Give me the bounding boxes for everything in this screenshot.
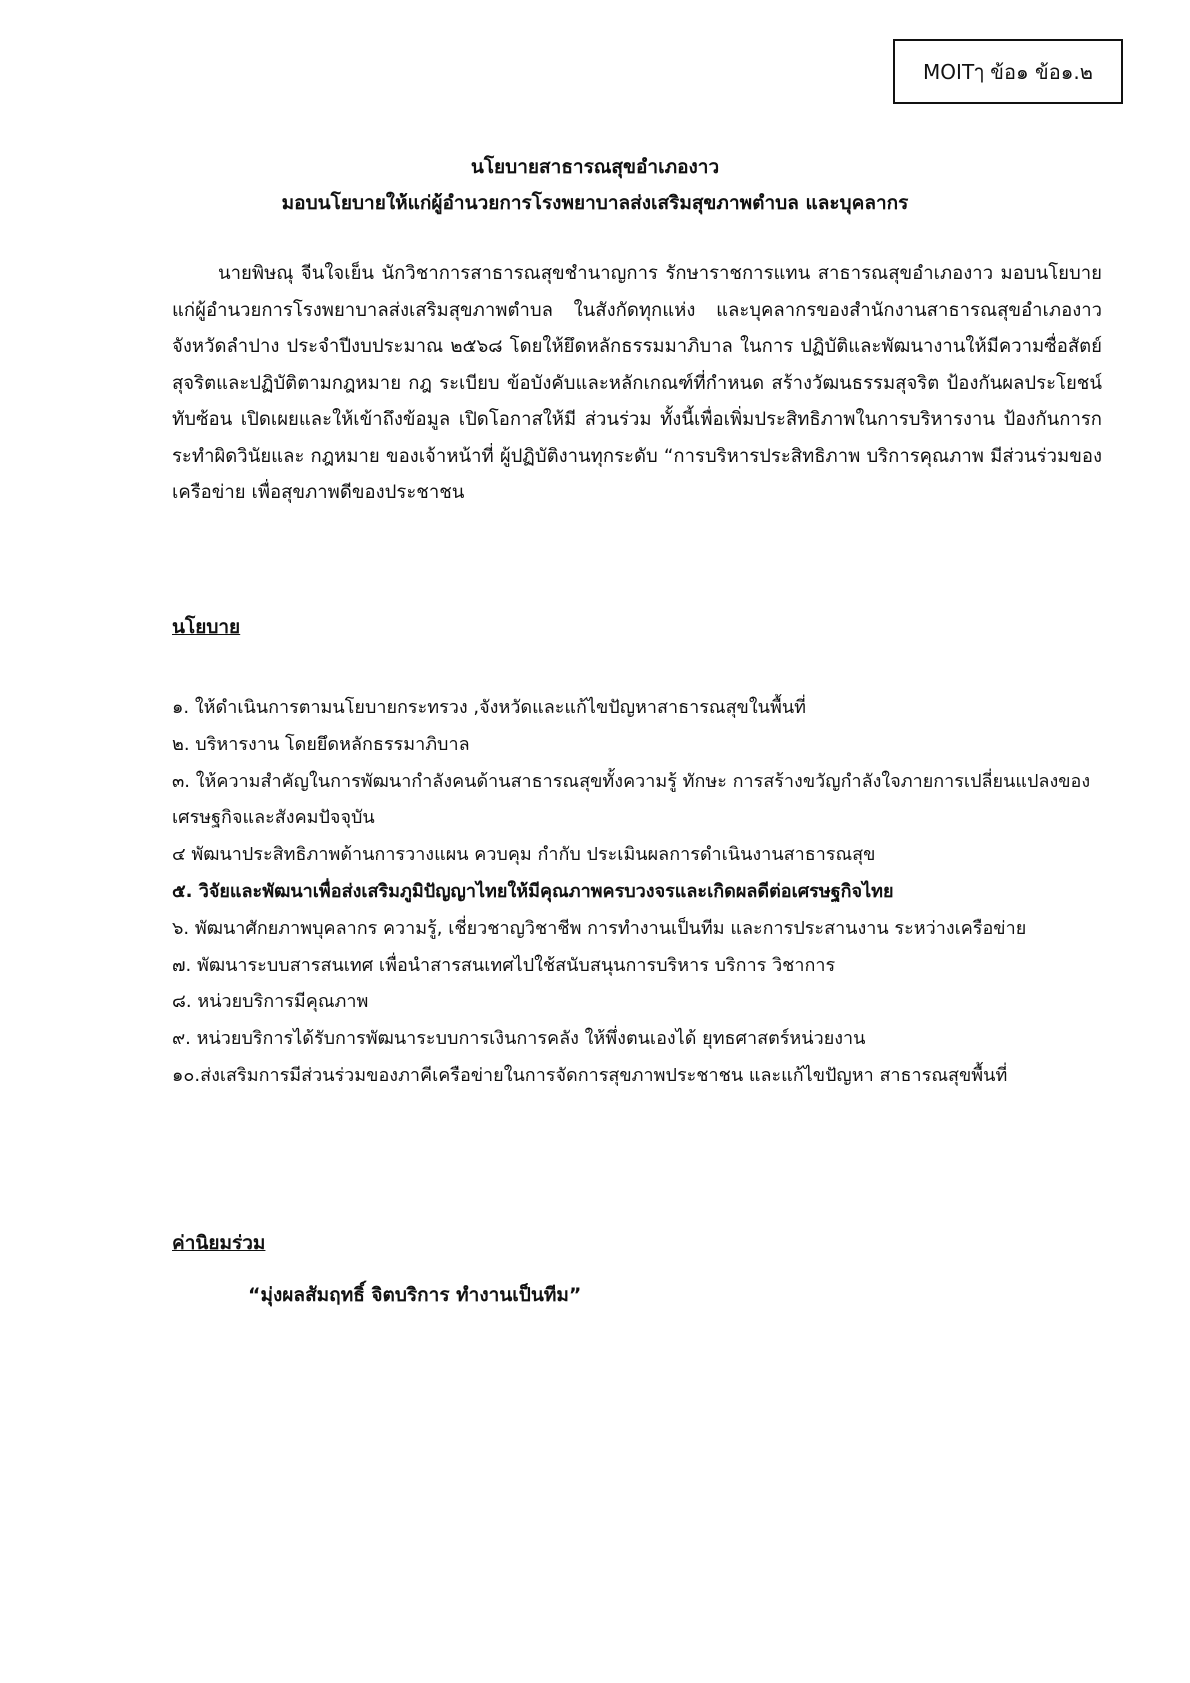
- title-line-2: มอบนโยบายให้แก่ผู้อำนวยการโรงพยาบาลส่งเสริมสุขภาพตำบล และบุคลากร: [281, 192, 909, 214]
- policy-item-2: ๒. บริหารงาน โดยยึดหลักธรรมาภิบาล: [172, 733, 470, 755]
- values-quote: “มุ่งผลสัมฤทธิ์ จิตบริการ ทำงานเป็นทีม”: [248, 1284, 582, 1306]
- policy-item-1: ๑. ให้ดำเนินการตามนโยบายกระทรวง ,จังหวัดและแก้ไขปัญหาสาธารณสุขในพื้นที่: [172, 697, 806, 718]
- policy-item-9: ๙. หน่วยบริการได้รับการพัฒนาระบบการเงินการคลัง ให้พึ่งตนเองได้ ยุทธศาสตร์หน่วยงาน: [172, 1028, 866, 1050]
- policy-item-8: ๘. หน่วยบริการมีคุณภาพ: [172, 991, 369, 1013]
- reference-box: [893, 39, 1123, 104]
- policy-item-10: ๑๐.ส่งเสริมการมีส่วนร่วมของภาคีเครือข่ายในการจัดการสุขภาพประชาชน และแก้ไขปัญหา สาธารณสุขพื้นที่: [172, 1064, 1008, 1086]
- policy-list: [172, 690, 1102, 1095]
- values-heading: ค่านิยมร่วม: [172, 1232, 266, 1254]
- policy-item-3: ๓. ให้ความสำคัญในการพัฒนากำลังคนด้านสาธารณสุขทั้งความรู้ ทักษะ การสร้างขวัญกำลังใจภายการเปลี่ยนแปลงของเศรษฐกิจและสังคมปัจจุบัน: [172, 770, 1091, 829]
- intro-paragraph: นายพิษณุ จีนใจเย็น นักวิชาการสาธารณสุขชำนาญการ รักษาราชการแทน สาธารณสุขอำเภองาว มอบนโยบายแก่ผู้อำนวยการโรงพยาบาลส่งเสริมสุขภาพตำบล ในสังกัดทุกแห่ง และบุคลากรของสำนักงานสาธารณสุขอำเภองาว จังหวัดลำปาง ประจำปีงบประมาณ ๒๕๖๘ โดยให้ยึดหลักธรรมมาภิบาล ในการ ปฏิบัติและพัฒนางานให้มีความซื่อสัตย์ สุจริตและปฏิบัติตามกฎหมาย กฎ ระเบียบ ข้อบังคับและหลักเกณฑ์ที่กำหนด สร้างวัฒนธรรมสุจริต ป้องกันผลประโยชน์ทับซ้อน เปิดเผยและให้เข้าถึงข้อมูล เปิดโอกาสให้มี ส่วนร่วม ทั้งนี้เพื่อเพิ่มประสิทธิภาพในการบริหารงาน ป้องกันการกระทำผิดวินัยและ กฎหมาย ของเจ้าหน้าที่ ผู้ปฏิบัติงานทุกระดับ “การบริหารประสิทธิภาพ บริการคุณภาพ มีส่วนร่วมของเครือข่าย เพื่อสุขภาพดีของประชาชน: [172, 263, 1102, 503]
- reference-code: MOITๅ ข้อ๑ ข้อ๑.๒: [923, 59, 1093, 84]
- policy-heading: นโยบาย: [172, 616, 241, 638]
- policy-item-7: ๗. พัฒนาระบบสารสนเทศ เพื่อนำสารสนเทศไปใช้สนับสนุนการบริหาร บริการ วิชาการ: [172, 954, 836, 976]
- policy-item-5: ๕. วิจัยและพัฒนาเพื่อส่งเสริมภูมิปัญญาไทยให้มีคุณภาพครบวงจรและเกิดผลดีต่อเศรษฐกิจไทย: [172, 880, 894, 902]
- policy-item-6: ๖. พัฒนาศักยภาพบุคลากร ความรู้, เชี่ยวชาญวิชาชีพ การทำงานเป็นทีม และการประสานงาน ระหว่างเครือข่าย: [172, 917, 1027, 939]
- title-line-1: นโยบายสาธารณสุขอำเภองาว: [470, 156, 720, 178]
- policy-item-4: ๔ พัฒนาประสิทธิภาพด้านการวางแผน ควบคุม กำกับ ประเมินผลการดำเนินงานสาธารณสุข: [172, 844, 876, 866]
